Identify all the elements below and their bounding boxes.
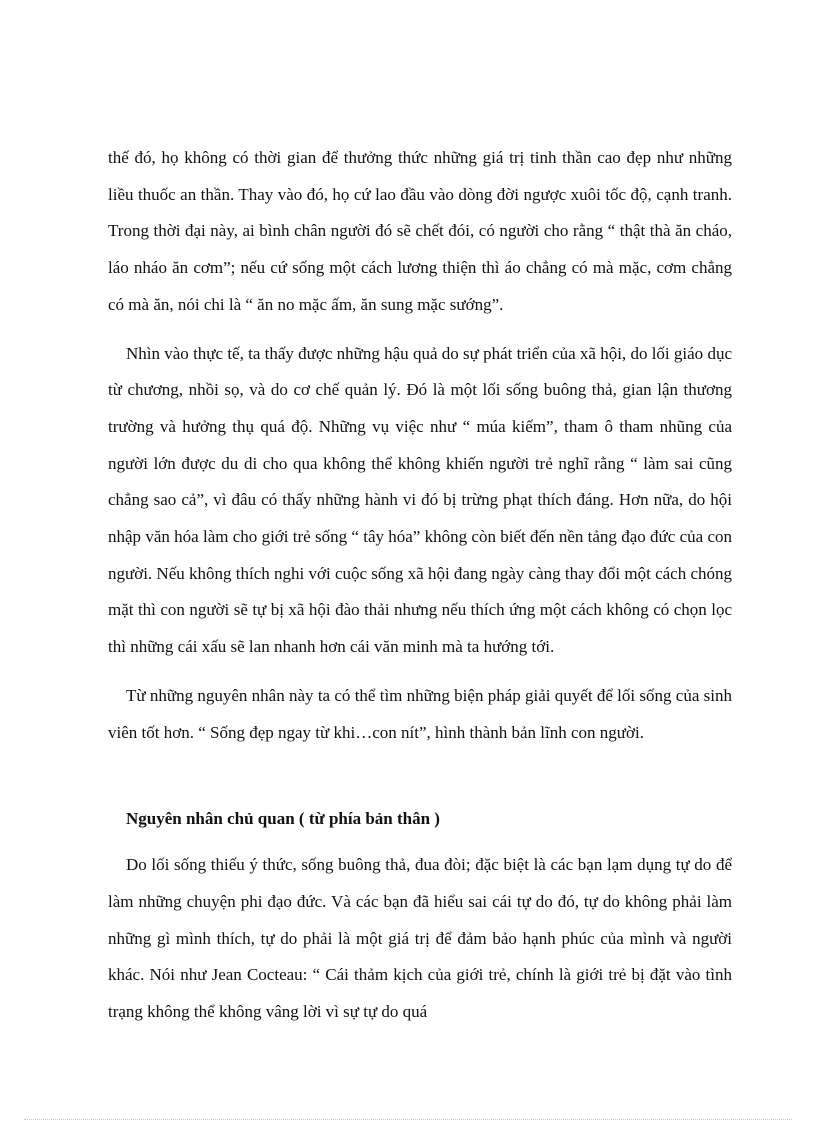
paragraph-subjective-causes: Do lối sống thiếu ý thức, sống buông thả, đua đòi; đặc biệt là các bạn lạm dụng tự do để làm những chuyện phi đạo đức. Và các bạn đã hiểu sai cái tự do đó, tự do không phải làm những gì mình thích, tự do phải là một giá trị để đảm bảo hạnh phúc của mình và người khác. Nói như Jean Cocteau: “ Cái thảm kịch của giới trẻ, chính là giới trẻ bị đặt vào tình trạng không thể không vâng lời vì sự tự do quá <box>108 855 732 1022</box>
section-heading: Nguyên nhân chủ quan ( từ phía bản thân ) <box>126 809 440 829</box>
page-bottom-divider <box>24 1119 792 1120</box>
document-body <box>108 140 732 1043</box>
paragraph-consequences: Nhìn vào thực tế, ta thấy được những hậu quả do sự phát triển của xã hội, do lối giáo dục từ chương, nhồi sọ, và do cơ chế quản lý. Đó là một lối sống buông thả, gian lận thương trường và hưởng thụ quá độ. Những vụ việc như “ múa kiếm”, tham ô tham nhũng của người lớn được du di cho qua không thể không khiến người trẻ nghĩ rằng “ làm sai cũng chẳng sao cả”, vì đâu có thấy những hành vi đó bị trừng phạt thích đáng. Hơn nữa, do hội nhập văn hóa làm cho giới trẻ sống “ tây hóa” không còn biết đến nền tảng đạo đức của con người. Nếu không thích nghi với cuộc sống xã hội đang ngày càng thay đổi một cách chóng mặt thì con người sẽ tự bị xã hội đào thải nhưng nếu thích ứng một cách không có chọn lọc thì những cái xấu sẽ lan nhanh hơn cái văn minh mà ta hướng tới. <box>108 343 732 657</box>
paragraph-solutions: Từ những nguyên nhân này ta có thể tìm những biện pháp giải quyết để lối sống của sinh viên tốt hơn. “ Sống đẹp ngay từ khi…con nít”, hình thành bản lĩnh con người. <box>108 685 732 742</box>
paragraph-continued: thế đó, họ không có thời gian để thưởng thức những giá trị tinh thần cao đẹp như những liều thuốc an thần. Thay vào đó, họ cứ lao đầu vào dòng đời ngược xuôi tốc độ, cạnh tranh. Trong thời đại này, ai bình chân người đó sẽ chết đói, có người cho rằng “ thật thà ăn cháo, láo nháo ăn cơm”; nếu cứ sống một cách lương thiện thì áo chẳng có mà mặc, cơm chẳng có mà ăn, nói chi là “ ăn no mặc ấm, ăn sung mặc sướng”. <box>108 148 732 314</box>
